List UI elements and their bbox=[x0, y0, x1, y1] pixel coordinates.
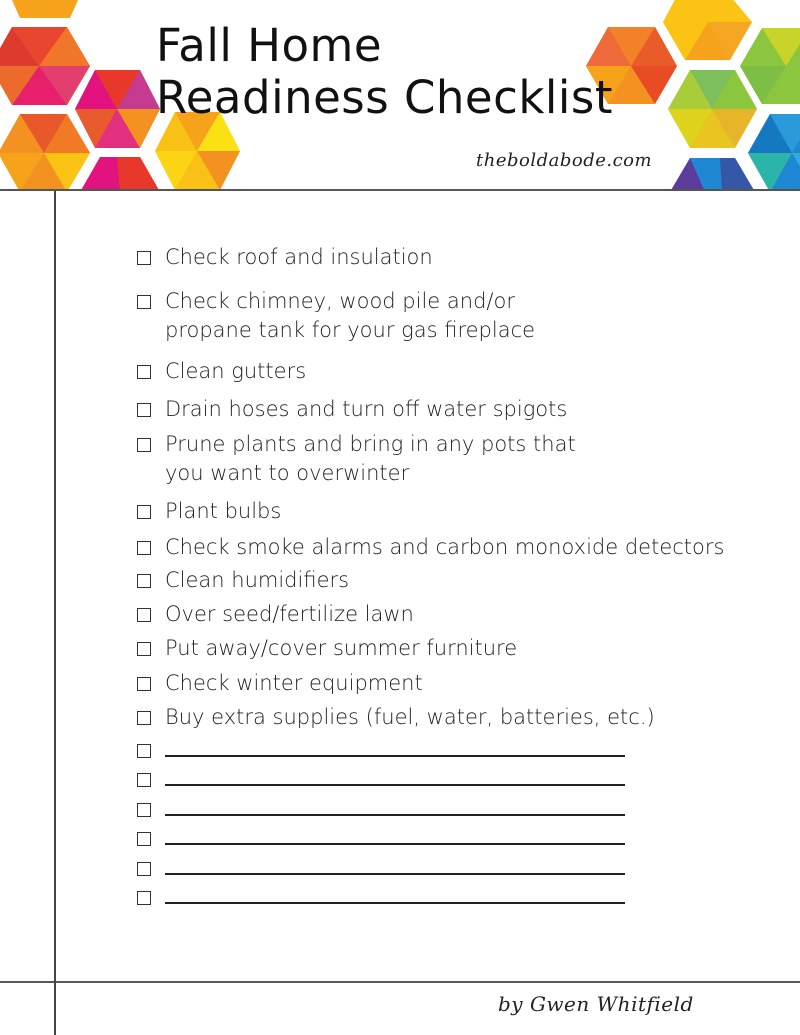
checkbox-icon[interactable] bbox=[137, 403, 151, 417]
byline: by Gwen Whitfield bbox=[498, 992, 694, 1016]
blank-checklist-item bbox=[137, 862, 625, 876]
title-line-2: Readiness Checklist bbox=[156, 71, 613, 124]
write-in-line[interactable] bbox=[165, 843, 625, 845]
checklist-item-label: Check smoke alarms and carbon monoxide detectors bbox=[165, 535, 725, 559]
checklist-item bbox=[137, 669, 423, 698]
write-in-line[interactable] bbox=[165, 755, 625, 757]
checklist-item-label: Check roof and insulation bbox=[165, 245, 433, 269]
checkbox-icon[interactable] bbox=[137, 251, 151, 265]
checklist-item bbox=[137, 357, 306, 386]
checklist-item-label: Drain hoses and turn off water spigots bbox=[165, 397, 568, 421]
checklist-item-label: Put away/cover summer furniture bbox=[165, 636, 518, 660]
blank-checklist-item bbox=[137, 891, 625, 905]
checklist-item bbox=[137, 243, 433, 272]
header-divider bbox=[0, 189, 800, 191]
checkbox-icon[interactable] bbox=[137, 891, 151, 905]
hex-left-top bbox=[12, 0, 78, 18]
blank-checklist-item bbox=[137, 773, 625, 787]
write-in-line[interactable] bbox=[165, 873, 625, 875]
checklist-item-label: Plant bulbs bbox=[165, 499, 282, 523]
checklist-item bbox=[137, 634, 517, 663]
checkbox-icon[interactable] bbox=[137, 832, 151, 846]
checkbox-icon[interactable] bbox=[137, 365, 151, 379]
checkbox-icon[interactable] bbox=[137, 541, 151, 555]
checkbox-icon[interactable] bbox=[137, 677, 151, 691]
checklist-item-label: Over seed/fertilize lawn bbox=[165, 602, 414, 626]
checklist-item bbox=[137, 497, 281, 526]
checkbox-icon[interactable] bbox=[137, 295, 151, 309]
checklist-item-label: Check winter equipment bbox=[165, 671, 423, 695]
checklist-item bbox=[137, 703, 655, 732]
write-in-line[interactable] bbox=[165, 814, 625, 816]
checklist-item-label: Buy extra supplies (fuel, water, batteries, etc.) bbox=[165, 705, 655, 729]
write-in-line[interactable] bbox=[165, 902, 625, 904]
checklist-item-label: Check chimney, wood pile and/or propane tank for your gas fireplace bbox=[165, 289, 536, 342]
checkbox-icon[interactable] bbox=[137, 642, 151, 656]
checkbox-icon[interactable] bbox=[137, 744, 151, 758]
blank-checklist-item bbox=[137, 803, 625, 817]
checklist-item bbox=[137, 287, 535, 345]
checkbox-icon[interactable] bbox=[137, 773, 151, 787]
checklist-item bbox=[137, 600, 414, 629]
checklist-item bbox=[137, 566, 349, 595]
margin-line bbox=[54, 191, 56, 1035]
checklist-item-label: Clean gutters bbox=[165, 359, 307, 383]
checkbox-icon[interactable] bbox=[137, 505, 151, 519]
checkbox-icon[interactable] bbox=[137, 608, 151, 622]
checkbox-icon[interactable] bbox=[137, 862, 151, 876]
checklist-item bbox=[137, 395, 567, 424]
write-in-line[interactable] bbox=[165, 784, 625, 786]
checkbox-icon[interactable] bbox=[137, 711, 151, 725]
footer-divider bbox=[0, 981, 800, 983]
checkbox-icon[interactable] bbox=[137, 803, 151, 817]
checkbox-icon[interactable] bbox=[137, 438, 151, 452]
checklist-item-label: Clean humidifiers bbox=[165, 568, 350, 592]
title-line-1: Fall Home bbox=[156, 19, 383, 72]
blank-checklist-item bbox=[137, 832, 625, 846]
checklist-item bbox=[137, 430, 576, 488]
checkbox-icon[interactable] bbox=[137, 574, 151, 588]
blank-checklist-item bbox=[137, 744, 625, 758]
website-label: theboldabode.com bbox=[476, 150, 653, 171]
page-title bbox=[156, 20, 613, 124]
checklist-item-label: Prune plants and bring in any pots that you want to overwinter bbox=[165, 432, 576, 485]
checklist-item bbox=[137, 533, 724, 562]
